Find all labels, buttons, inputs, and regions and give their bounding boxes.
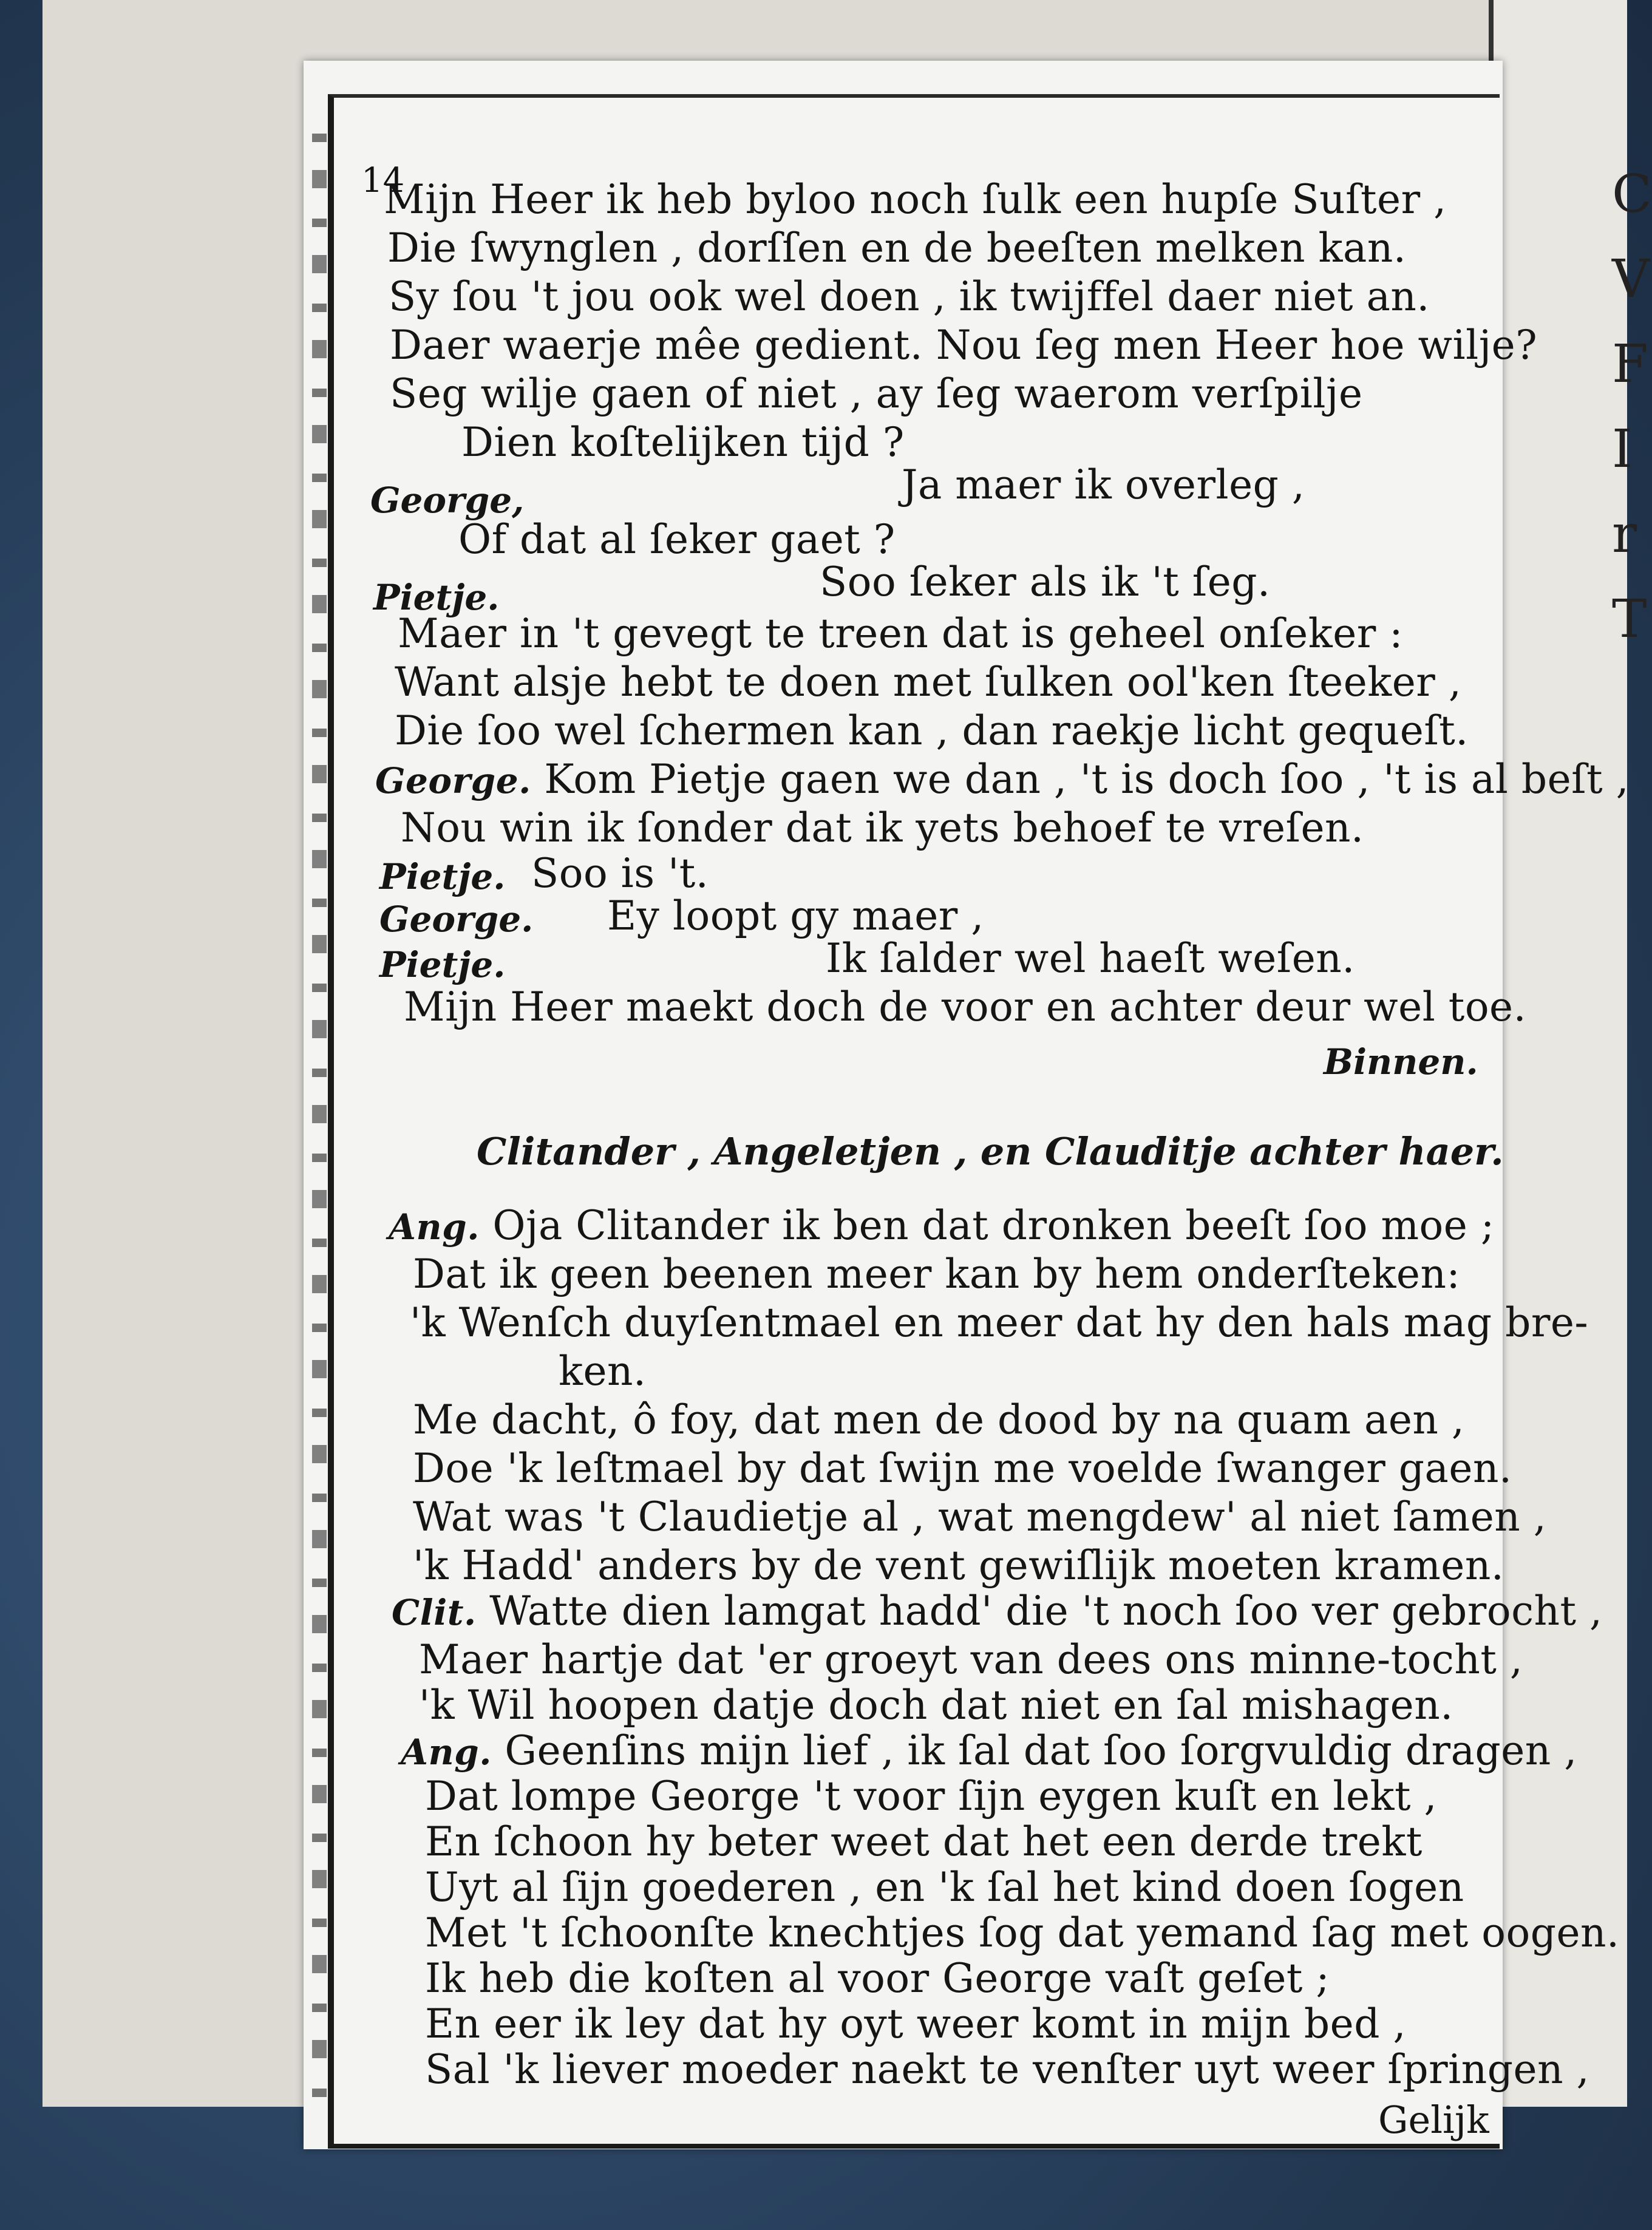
speaker-pietje: Pietje.	[373, 577, 500, 618]
text-line: Of dat al ſeker gaet ?	[458, 516, 896, 563]
text-line: En ſchoon hy beter weet dat het een derde trekt	[425, 1818, 1423, 1865]
margin-letter: T	[1612, 589, 1647, 650]
speaker-ang: Ang.	[401, 1732, 492, 1773]
text-line: Doe 'k leſtmael by dat ſwijn me voelde ſwanger gaen.	[413, 1445, 1512, 1492]
speaker-pietje: Pietje.	[379, 856, 506, 897]
text-line: Dien koſtelijken tijd ?	[461, 419, 905, 466]
text-line: Dat ik geen beenen meer kan by hem onderſteken:	[413, 1251, 1461, 1297]
speaker-george: George.	[379, 899, 534, 940]
text-line-with-speaker	[389, 1202, 1495, 1249]
text-line: 'k Wenſch duyſentmael en meer dat hy den hals mag bre-	[410, 1299, 1589, 1346]
text-line: Ik ſalder wel haeſt weſen.	[826, 935, 1355, 982]
page-number: 14	[361, 161, 405, 200]
margin-letter: C	[1612, 164, 1652, 225]
text-line: Maer hartje dat 'er groeyt van dees ons minne-tocht ,	[419, 1636, 1523, 1683]
text-line: ken.	[559, 1348, 647, 1395]
text-line: Mijn Heer ik heb byloo noch ſulk een hupſe Suſter ,	[384, 176, 1447, 223]
margin-letter: F	[1612, 334, 1648, 395]
text-line: Mijn Heer maekt doch de voor en achter deur wel toe.	[404, 984, 1527, 1030]
scene-heading: Clitander , Angeletjen , en Clauditje achter haer.	[477, 1129, 1504, 1174]
text-line: Ey loopt gy maer ,	[607, 892, 984, 939]
text-line-with-speaker	[392, 1588, 1603, 1634]
margin-letter: r	[1612, 504, 1637, 565]
text-line: Wat was 't Claudietje al , wat mengdew' al niet ſamen ,	[413, 1494, 1547, 1540]
speaker-george: George,	[370, 480, 525, 521]
text-line: Sy ſou 't jou ook wel doen , ik twijffel daer niet an.	[389, 273, 1430, 320]
text-line: Soo ſeker als ik 't ſeg.	[820, 559, 1271, 605]
text-line: Maer in 't gevegt te treen dat is geheel onſeker :	[398, 610, 1404, 657]
speaker-pietje: Pietje.	[379, 944, 506, 985]
text-line: Ja maer ik overleg ,	[902, 461, 1305, 508]
text-line: En eer ik ley dat hy oyt weer komt in mijn bed ,	[425, 2001, 1406, 2047]
text-line: Want alsje hebt te doen met ſulken ool'ken ſteeker ,	[395, 659, 1462, 705]
text-line: Seg wilje gaen of niet , ay ſeg waerom verſpilje	[390, 370, 1363, 417]
text-line: Nou win ik ſonder dat ik yets behoef te vreſen.	[401, 804, 1364, 851]
page-text	[304, 61, 1630, 2149]
text-line: Met 't ſchoonſte knechtjes ſog dat yemand ſag met oogen.	[425, 1909, 1620, 1956]
text-line: Soo is 't.	[531, 850, 709, 897]
text-line: Ik heb die koſten al voor George vaſt geſet ;	[425, 1955, 1330, 2002]
stage-direction: Binnen.	[1324, 1041, 1478, 1083]
text-line: Die ſwynglen , dorſſen en de beeſten melken kan.	[387, 225, 1407, 271]
margin-letter: I	[1612, 419, 1633, 480]
text-line: Daer waerje mêe gedient. Nou ſeg men Heer hoe wilje?	[390, 322, 1538, 369]
text-line-with-speaker	[401, 1727, 1577, 1774]
adjacent-page	[1489, 0, 1627, 2107]
catchword: Gelijk	[1378, 2098, 1489, 2142]
text-line: Kom Pietje gaen we dan , 't is doch ſoo , 't is al beſt ,	[544, 756, 1630, 803]
text-line: Oja Clitander ik ben dat dronken beeſt ſoo moe ;	[492, 1202, 1495, 1249]
text-line: Die ſoo wel ſchermen kan , dan raekje licht gequeſt.	[395, 707, 1469, 754]
text-line: Dat lompe George 't voor ſijn eygen kuſt en lekt ,	[425, 1773, 1438, 1820]
speaker-ang: Ang.	[389, 1206, 480, 1248]
text-line: Sal 'k liever moeder naekt te venſter uyt weer ſpringen ,	[425, 2046, 1590, 2093]
speaker-george: George.	[375, 760, 531, 801]
text-line: Me dacht, ô foy, dat men de dood by na quam aen ,	[413, 1396, 1465, 1443]
margin-letter: V	[1612, 249, 1650, 310]
adjacent-page-letters	[1612, 152, 1652, 662]
text-line: Uyt al ſijn goederen , en 'k ſal het kind doen ſogen	[425, 1864, 1464, 1911]
text-line: 'k Wil hoopen datje doch dat niet en ſal mishagen.	[419, 1682, 1453, 1729]
text-line-with-speaker	[375, 756, 1629, 803]
speaker-clit: Clit.	[392, 1592, 477, 1633]
text-line: Watte dien lamgat hadd' die 't noch ſoo ver gebrocht ,	[489, 1588, 1603, 1634]
printed-page	[304, 61, 1630, 2149]
text-line: Geenſins mijn lief , ik ſal dat ſoo ſorgvuldig dragen ,	[505, 1727, 1577, 1774]
text-line: 'k Hadd' anders by de vent gewiſlijk moeten kramen.	[413, 1542, 1504, 1589]
